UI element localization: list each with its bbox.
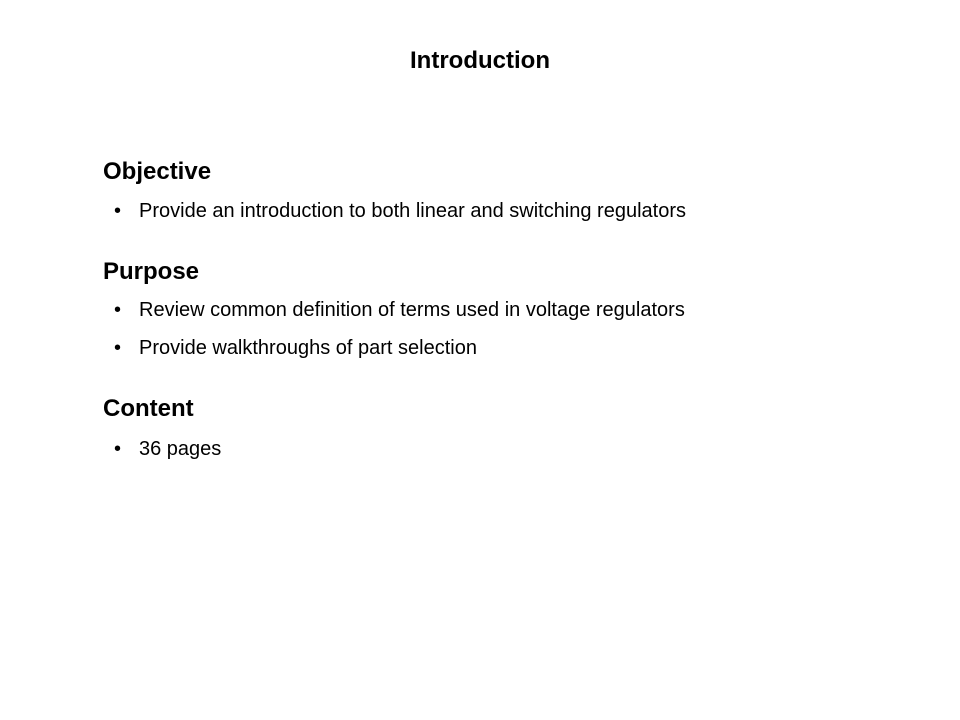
bullet-glyph: •: [114, 438, 122, 460]
section-heading-content: Content: [103, 395, 194, 422]
bullet-item: [114, 436, 221, 462]
bullet-text: Review common definition of terms used in voltage regulators: [139, 299, 685, 321]
bullet-glyph: •: [114, 337, 122, 359]
bullet-item: [114, 335, 477, 361]
bullet-text: Provide an introduction to both linear and switching regulators: [139, 200, 686, 222]
bullet-text: 36 pages: [139, 438, 222, 460]
bullet-item: [114, 297, 685, 323]
section-heading-purpose: Purpose: [103, 258, 200, 285]
section-heading-objective: Objective: [103, 158, 212, 185]
bullet-text: Provide walkthroughs of part selection: [139, 337, 477, 359]
bullet-glyph: •: [114, 299, 122, 321]
slide-title: Introduction: [410, 47, 550, 74]
bullet-item: [114, 198, 686, 224]
bullet-glyph: •: [114, 200, 122, 222]
